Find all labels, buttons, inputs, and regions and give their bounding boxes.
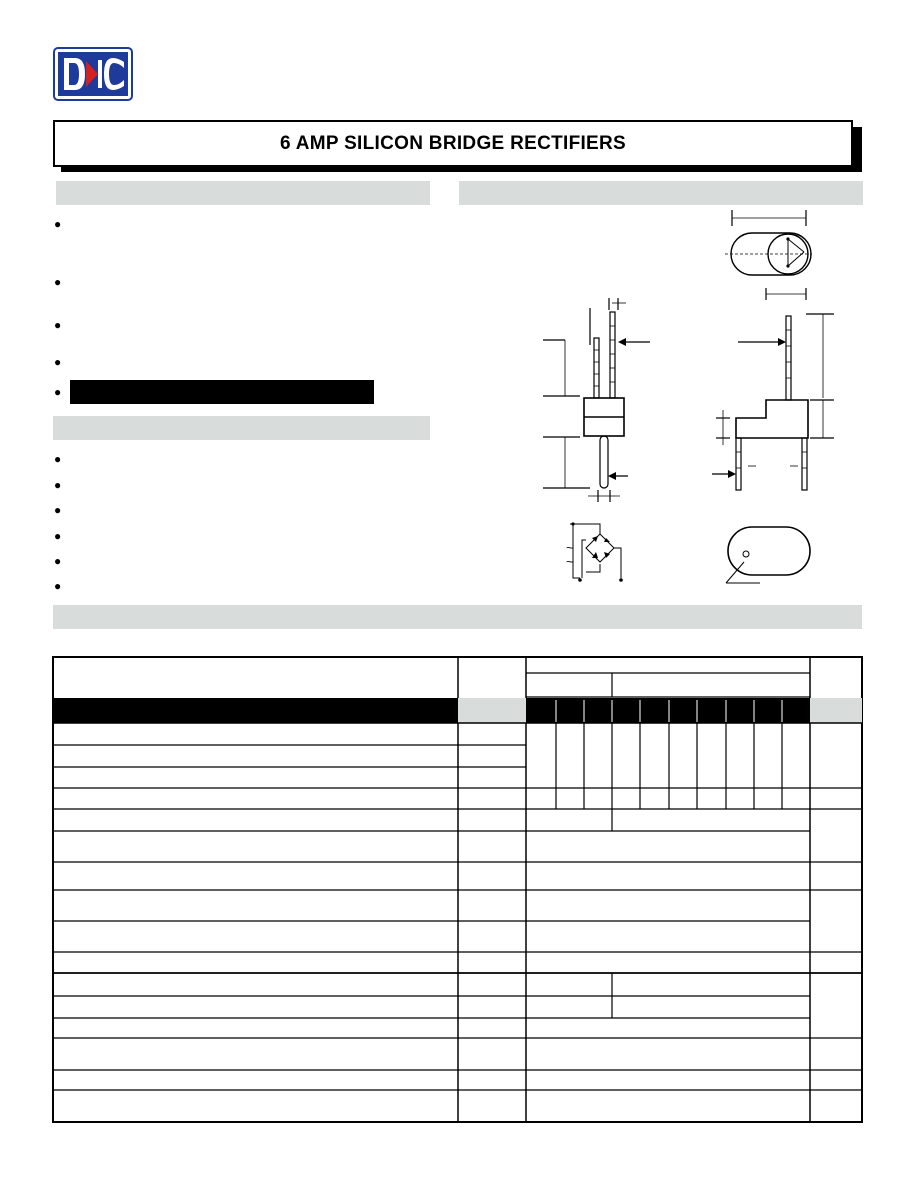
company-logo bbox=[53, 47, 133, 101]
mechanical-header-bar bbox=[53, 416, 430, 440]
feature-bullet-2: ● bbox=[54, 275, 62, 289]
page-title: 6 AMP SILICON BRIDGE RECTIFIERS bbox=[279, 132, 627, 154]
feature-bullet-4: ● bbox=[54, 355, 62, 369]
mech-bullet-3: ● bbox=[54, 503, 62, 517]
feature-highlight-strip bbox=[70, 380, 374, 404]
feature-bullet-3: ● bbox=[54, 318, 62, 332]
feature-bullet-5: ● bbox=[54, 385, 62, 399]
mech-bullet-2: ● bbox=[54, 478, 62, 492]
title-box bbox=[53, 120, 853, 167]
feature-bullet-1: ● bbox=[54, 217, 62, 231]
ratings-header-bar bbox=[53, 605, 862, 629]
mech-bullet-1: ● bbox=[54, 452, 62, 466]
ratings-table bbox=[52, 656, 863, 1123]
ac-symbol-1: ~ bbox=[566, 540, 574, 555]
ac-symbol-2: ~ bbox=[566, 554, 574, 569]
mech-bullet-5: ● bbox=[54, 554, 62, 568]
dimensions-header-bar bbox=[459, 181, 863, 205]
mech-bullet-4: ● bbox=[54, 529, 62, 543]
mech-bullet-6: ● bbox=[54, 579, 62, 593]
features-header-bar bbox=[56, 181, 430, 205]
